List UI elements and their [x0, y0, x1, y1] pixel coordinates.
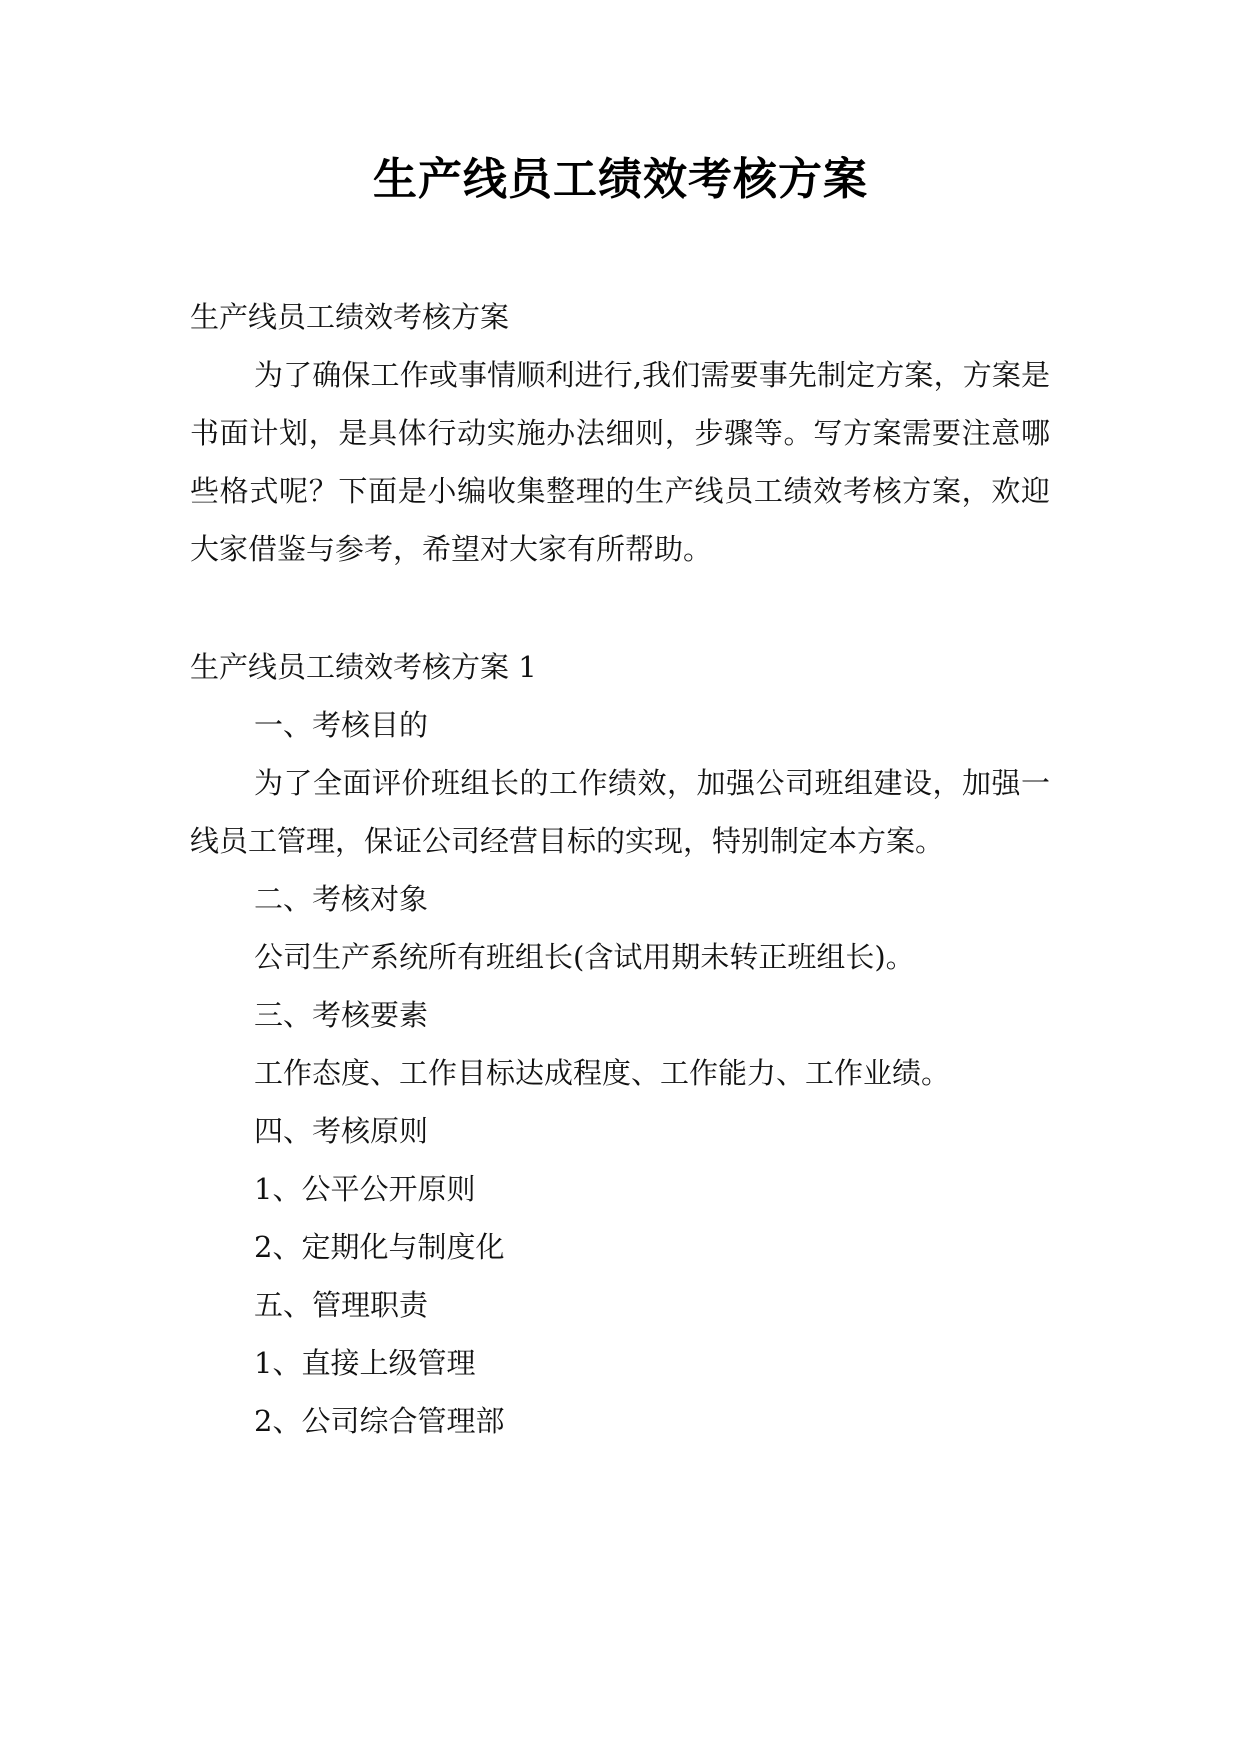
- section-title: 生产线员工绩效考核方案 1: [190, 650, 537, 684]
- principle-item: 1、公平公开原则: [254, 1172, 476, 1206]
- heading-target: 二、考核对象: [254, 882, 429, 916]
- heading-elements: 三、考核要素: [254, 998, 429, 1032]
- paragraph-elements: 工作态度、工作目标达成程度、工作能力、工作业绩。: [254, 1056, 951, 1090]
- heading-principles: 四、考核原则: [254, 1114, 429, 1148]
- heading-duties: 五、管理职责: [254, 1288, 429, 1322]
- intro-paragraph: 为了确保工作或事情顺利进行,我们需要事先制定方案，方案是书面计划，是具体行动实施办法细则，步骤等。写方案需要注意哪些格式呢？下面是小编收集整理的生产线员工绩效考核方案，欢迎大家借鉴与参考，希望对大家有所帮助。: [190, 358, 1050, 566]
- section-spacer: [190, 578, 1050, 638]
- duty-item: 1、直接上级管理: [254, 1346, 476, 1380]
- paragraph-purpose: 为了全面评价班组长的工作绩效，加强公司班组建设，加强一线员工管理，保证公司经营目标的实现，特别制定本方案。: [190, 766, 1050, 858]
- subtitle: 生产线员工绩效考核方案: [190, 300, 510, 334]
- document-body: [190, 288, 1050, 1450]
- principle-item: 2、定期化与制度化: [254, 1230, 505, 1264]
- document-title: 生产线员工绩效考核方案: [373, 154, 868, 205]
- heading-purpose: 一、考核目的: [254, 708, 429, 742]
- duty-item: 2、公司综合管理部: [254, 1404, 505, 1438]
- paragraph-target: 公司生产系统所有班组长(含试用期未转正班组长)。: [254, 940, 915, 974]
